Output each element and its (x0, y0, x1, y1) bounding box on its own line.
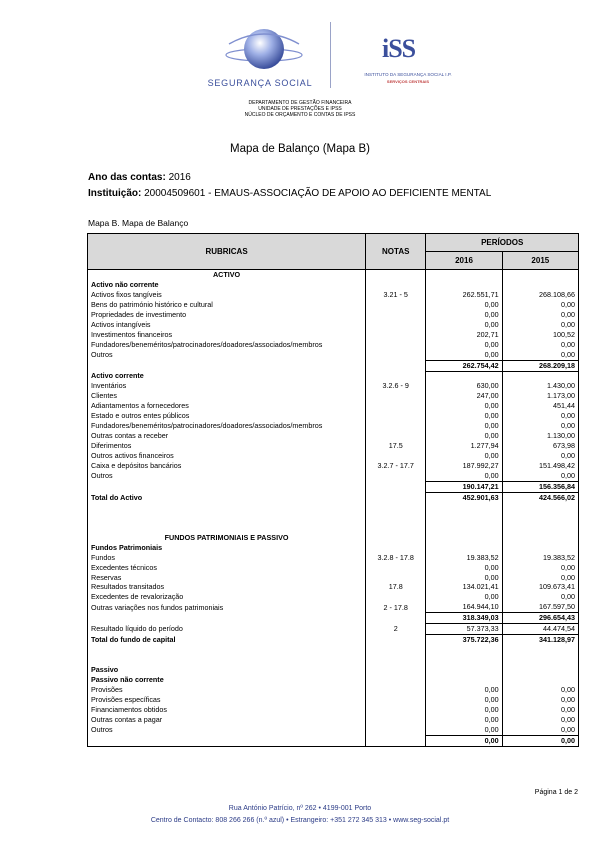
value-2016-cell (426, 533, 502, 543)
value-2016-cell: 452.901,63 (426, 492, 502, 502)
value-2015-cell: 673,98 (502, 441, 578, 451)
iss-logo-mark: iSS (382, 34, 416, 63)
value-2016-cell: 0,00 (426, 300, 502, 310)
value-2016-cell: 0,00 (426, 695, 502, 705)
rubrica-cell: Total do Activo (88, 492, 366, 502)
value-2016-cell: 187.992,27 (426, 461, 502, 471)
empty-row (88, 513, 579, 523)
value-2016-cell (426, 665, 502, 675)
table-row (88, 624, 579, 635)
value-2015-cell: 0,00 (502, 451, 578, 461)
value-2015-cell: 0,00 (502, 340, 578, 350)
rubrica-cell: Inventários (88, 381, 366, 391)
balance-table (87, 233, 579, 747)
value-2016-cell: 630,00 (426, 381, 502, 391)
table-row (88, 270, 579, 280)
value-2016-cell: 1.277,94 (426, 441, 502, 451)
rubrica-cell: Outros (88, 471, 366, 481)
rubrica-cell (88, 613, 366, 624)
value-2015-cell (502, 645, 578, 655)
rubrica-cell (88, 360, 366, 371)
rubrica-cell (88, 503, 366, 513)
value-2015-cell (502, 270, 578, 280)
nota-cell: 3.2.7 - 17.7 (366, 461, 426, 471)
value-2015-cell (502, 513, 578, 523)
value-2015-cell: 268.209,18 (502, 360, 578, 371)
table-row (88, 573, 579, 583)
nota-cell (366, 675, 426, 685)
nota-cell (366, 320, 426, 330)
nota-cell (366, 613, 426, 624)
value-2015-cell (502, 675, 578, 685)
table-row (88, 543, 579, 553)
value-2016-cell (426, 503, 502, 513)
value-2016-cell: 262.551,71 (426, 290, 502, 300)
nota-cell (366, 645, 426, 655)
table-row (88, 421, 579, 431)
subtotal-row (88, 482, 579, 493)
table-row (88, 592, 579, 602)
table-body (88, 270, 579, 747)
rubrica-cell: Adiantamentos a fornecedores (88, 401, 366, 411)
value-2016-cell: 0,00 (426, 411, 502, 421)
rubrica-cell: Fundadores/beneméritos/patrocinadores/doadores/associados/membros (88, 340, 366, 350)
rubrica-cell: Propriedades de investimento (88, 310, 366, 320)
nota-cell (366, 563, 426, 573)
year-value: 2016 (168, 172, 191, 183)
nota-cell (366, 655, 426, 665)
value-2015-cell: 0,00 (502, 300, 578, 310)
logo-divider (330, 22, 331, 88)
nota-cell (366, 270, 426, 280)
institution-label: Instituição: (88, 188, 142, 199)
nota-cell (366, 340, 426, 350)
value-2015-cell: 156.356,84 (502, 482, 578, 493)
value-2015-cell: 1.173,00 (502, 391, 578, 401)
nota-cell (366, 533, 426, 543)
table-row (88, 300, 579, 310)
rubrica-cell: FUNDOS PATRIMONIAIS E PASSIVO (88, 533, 366, 543)
rubrica-cell (88, 513, 366, 523)
institution-value: 20004509601 - EMAUS-ASSOCIAÇÃO DE APOIO AO DEFICIENTE MENTAL (144, 188, 492, 199)
empty-row (88, 523, 579, 533)
rubrica-cell: Financiamentos obtidos (88, 705, 366, 715)
col-year-2016: 2016 (426, 252, 502, 270)
nota-cell (366, 280, 426, 290)
value-2015-cell (502, 371, 578, 381)
rubrica-cell: Outras contas a pagar (88, 715, 366, 725)
table-row (88, 371, 579, 381)
rubrica-cell (88, 645, 366, 655)
value-2016-cell: 0,00 (426, 471, 502, 481)
rubrica-cell: Passivo (88, 665, 366, 675)
nota-cell (366, 592, 426, 602)
nota-cell: 3.2.6 - 9 (366, 381, 426, 391)
value-2015-cell (502, 503, 578, 513)
value-2016-cell: 134.021,41 (426, 582, 502, 592)
orb-icon (223, 22, 305, 80)
value-2015-cell: 296.654,43 (502, 613, 578, 624)
page-title: Mapa de Balanço (Mapa B) (230, 143, 370, 155)
value-2015-cell (502, 533, 578, 543)
value-2015-cell: 0,00 (502, 735, 578, 746)
value-2016-cell: 57.373,33 (426, 624, 502, 635)
value-2015-cell (502, 543, 578, 553)
table-row (88, 391, 579, 401)
nota-cell (366, 715, 426, 725)
rubrica-cell (88, 735, 366, 746)
value-2016-cell: 0,00 (426, 735, 502, 746)
table-row (88, 492, 579, 502)
table-row (88, 705, 579, 715)
value-2015-cell: 0,00 (502, 715, 578, 725)
col-periodos: PERÍODOS (426, 234, 579, 252)
rubrica-cell: Estado e outros entes públicos (88, 411, 366, 421)
table-row (88, 675, 579, 685)
value-2015-cell: 0,00 (502, 725, 578, 735)
table-row (88, 725, 579, 735)
value-2015-cell: 0,00 (502, 563, 578, 573)
value-2016-cell (426, 371, 502, 381)
value-2015-cell: 0,00 (502, 421, 578, 431)
value-2015-cell: 151.498,42 (502, 461, 578, 471)
value-2015-cell: 0,00 (502, 471, 578, 481)
institution-line (88, 188, 491, 199)
value-2015-cell (502, 523, 578, 533)
department-header (0, 100, 600, 118)
value-2016-cell: 0,00 (426, 340, 502, 350)
page-number: Página 1 de 2 (534, 789, 578, 796)
table-row (88, 665, 579, 675)
value-2015-cell: 100,52 (502, 330, 578, 340)
value-2016-cell: 202,71 (426, 330, 502, 340)
nota-cell (366, 695, 426, 705)
value-2015-cell: 268.108,66 (502, 290, 578, 300)
subtotal-row (88, 735, 579, 746)
nota-cell (366, 330, 426, 340)
nota-cell (366, 431, 426, 441)
iss-logo-text: INSTITUTO DA SEGURANÇA SOCIAL I.P. (364, 72, 452, 77)
nota-cell (366, 411, 426, 421)
table-row (88, 441, 579, 451)
rubrica-cell: Total do fundo de capital (88, 635, 366, 645)
nota-cell (366, 360, 426, 371)
table-row (88, 330, 579, 340)
nota-cell (366, 725, 426, 735)
nota-cell (366, 371, 426, 381)
nota-cell (366, 665, 426, 675)
value-2016-cell (426, 523, 502, 533)
value-2015-cell: 109.673,41 (502, 582, 578, 592)
rubrica-cell: Bens do património histórico e cultural (88, 300, 366, 310)
value-2016-cell: 0,00 (426, 451, 502, 461)
value-2016-cell: 247,00 (426, 391, 502, 401)
table-row (88, 635, 579, 645)
rubrica-cell: ACTIVO (88, 270, 366, 280)
nota-cell: 3.2.8 - 17.8 (366, 553, 426, 563)
value-2016-cell: 0,00 (426, 725, 502, 735)
rubrica-cell: Fundadores/beneméritos/patrocinadores/doadores/associados/membros (88, 421, 366, 431)
rubrica-cell: Excedentes técnicos (88, 563, 366, 573)
nota-cell (366, 401, 426, 411)
nota-cell (366, 300, 426, 310)
table-row (88, 411, 579, 421)
nota-cell (366, 685, 426, 695)
table-row (88, 381, 579, 391)
value-2016-cell: 0,00 (426, 320, 502, 330)
value-2015-cell: 0,00 (502, 705, 578, 715)
rubrica-cell: Provisões (88, 685, 366, 695)
rubrica-cell: Activos fixos tangíveis (88, 290, 366, 300)
dept-line: NÚCLEO DE ORÇAMENTO E CONTAS DE IPSS (244, 112, 356, 118)
table-row (88, 563, 579, 573)
nota-cell (366, 573, 426, 583)
rubrica-cell: Activos intangíveis (88, 320, 366, 330)
iss-logo-subtext: SERVIÇOS CENTRAIS (386, 79, 430, 84)
rubrica-cell: Activo não corrente (88, 280, 366, 290)
subtotal-row (88, 613, 579, 624)
value-2015-cell: 0,00 (502, 411, 578, 421)
nota-cell (366, 421, 426, 431)
rubrica-cell: Investimentos financeiros (88, 330, 366, 340)
value-2016-cell (426, 513, 502, 523)
nota-cell (366, 635, 426, 645)
value-2016-cell: 190.147,21 (426, 482, 502, 493)
value-2015-cell: 0,00 (502, 310, 578, 320)
nota-cell (366, 451, 426, 461)
nota-cell (366, 735, 426, 746)
nota-cell (366, 503, 426, 513)
table-row (88, 350, 579, 360)
value-2016-cell: 0,00 (426, 563, 502, 573)
value-2015-cell (502, 655, 578, 665)
value-2015-cell: 0,00 (502, 573, 578, 583)
value-2015-cell: 0,00 (502, 685, 578, 695)
value-2016-cell: 0,00 (426, 350, 502, 360)
nota-cell (366, 391, 426, 401)
value-2016-cell: 375.722,36 (426, 635, 502, 645)
table-row (88, 715, 579, 725)
rubrica-cell: Provisões específicas (88, 695, 366, 705)
value-2016-cell (426, 280, 502, 290)
footer-address: Rua António Patrício, nº 262 • 4199-001 Porto (228, 805, 372, 812)
value-2015-cell: 451,44 (502, 401, 578, 411)
rubrica-cell: Clientes (88, 391, 366, 401)
nota-cell (366, 482, 426, 493)
value-2015-cell: 1.130,00 (502, 431, 578, 441)
value-2015-cell: 44.474,54 (502, 624, 578, 635)
table-row (88, 401, 579, 411)
rubrica-cell: Diferimentos (88, 441, 366, 451)
nota-cell (366, 705, 426, 715)
empty-row (88, 655, 579, 665)
nota-cell: 2 - 17.8 (366, 602, 426, 612)
table-row (88, 461, 579, 471)
nota-cell (366, 492, 426, 502)
rubrica-cell (88, 523, 366, 533)
nota-cell (366, 310, 426, 320)
value-2015-cell: 0,00 (502, 592, 578, 602)
ss-logo-text: SEGURANÇA SOCIAL (207, 78, 313, 88)
rubrica-cell: Resultados transitados (88, 582, 366, 592)
rubrica-cell: Passivo não corrente (88, 675, 366, 685)
table-row (88, 310, 579, 320)
rubrica-cell (88, 655, 366, 665)
rubrica-cell: Resultado líquido do período (88, 624, 366, 635)
value-2015-cell: 0,00 (502, 350, 578, 360)
table-row (88, 602, 579, 612)
table-row (88, 290, 579, 300)
value-2016-cell (426, 675, 502, 685)
value-2016-cell (426, 543, 502, 553)
col-year-2015: 2015 (502, 252, 578, 270)
rubrica-cell: Outros activos financeiros (88, 451, 366, 461)
value-2016-cell (426, 655, 502, 665)
rubrica-cell: Outros (88, 725, 366, 735)
dept-line: UNIDADE DE PRESTAÇÕES E IPSS (258, 106, 342, 112)
nota-cell: 2 (366, 624, 426, 635)
value-2016-cell: 0,00 (426, 715, 502, 725)
value-2015-cell (502, 280, 578, 290)
value-2016-cell: 0,00 (426, 431, 502, 441)
dept-line: DEPARTAMENTO DE GESTÃO FINANCEIRA (248, 100, 352, 106)
table-subtitle: Mapa B. Mapa de Balanço (88, 218, 189, 228)
value-2015-cell: 167.597,50 (502, 602, 578, 612)
table-row (88, 340, 579, 350)
value-2015-cell (502, 665, 578, 675)
rubrica-cell (88, 482, 366, 493)
empty-row (88, 503, 579, 513)
table-row (88, 695, 579, 705)
nota-cell (366, 543, 426, 553)
nota-cell (366, 471, 426, 481)
subtotal-row (88, 360, 579, 371)
nota-cell: 17.8 (366, 582, 426, 592)
table-row (88, 471, 579, 481)
rubrica-cell: Fundos Patrimoniais (88, 543, 366, 553)
value-2016-cell: 164.944,10 (426, 602, 502, 612)
nota-cell (366, 350, 426, 360)
table-row (88, 320, 579, 330)
rubrica-cell: Outras contas a receber (88, 431, 366, 441)
nota-cell: 3.21 - 5 (366, 290, 426, 300)
rubrica-cell: Fundos (88, 553, 366, 563)
table-row (88, 582, 579, 592)
value-2016-cell: 0,00 (426, 705, 502, 715)
value-2015-cell: 341.128,97 (502, 635, 578, 645)
col-rubricas: RUBRICAS (88, 234, 366, 270)
value-2016-cell: 19.383,52 (426, 553, 502, 563)
rubrica-cell: Outras variações nos fundos patrimoniais (88, 602, 366, 612)
year-line (88, 172, 191, 183)
value-2015-cell: 424.566,02 (502, 492, 578, 502)
value-2015-cell: 0,00 (502, 695, 578, 705)
nota-cell (366, 523, 426, 533)
nota-cell (366, 513, 426, 523)
value-2016-cell: 0,00 (426, 685, 502, 695)
value-2016-cell: 0,00 (426, 310, 502, 320)
value-2016-cell (426, 645, 502, 655)
rubrica-cell: Reservas (88, 573, 366, 583)
table-row (88, 533, 579, 543)
value-2015-cell: 1.430,00 (502, 381, 578, 391)
empty-row (88, 645, 579, 655)
table-row (88, 280, 579, 290)
footer-contact: Centro de Contacto: 808 266 266 (n.º azul) • Estrangeiro: +351 272 345 313 • www.seg-social.pt (150, 817, 450, 824)
value-2016-cell: 0,00 (426, 421, 502, 431)
value-2016-cell: 262.754,42 (426, 360, 502, 371)
rubrica-cell: Outros (88, 350, 366, 360)
value-2016-cell: 0,00 (426, 401, 502, 411)
table-row (88, 431, 579, 441)
rubrica-cell: Caixa e depósitos bancários (88, 461, 366, 471)
value-2015-cell: 0,00 (502, 320, 578, 330)
value-2016-cell: 318.349,03 (426, 613, 502, 624)
nota-cell: 17.5 (366, 441, 426, 451)
table-row (88, 553, 579, 563)
value-2016-cell: 0,00 (426, 573, 502, 583)
year-label: Ano das contas: (88, 172, 166, 183)
value-2015-cell: 19.383,52 (502, 553, 578, 563)
value-2016-cell (426, 270, 502, 280)
col-notas: NOTAS (366, 234, 426, 270)
rubrica-cell: Activo corrente (88, 371, 366, 381)
table-row (88, 685, 579, 695)
table-row (88, 451, 579, 461)
rubrica-cell: Excedentes de revalorização (88, 592, 366, 602)
value-2016-cell: 0,00 (426, 592, 502, 602)
